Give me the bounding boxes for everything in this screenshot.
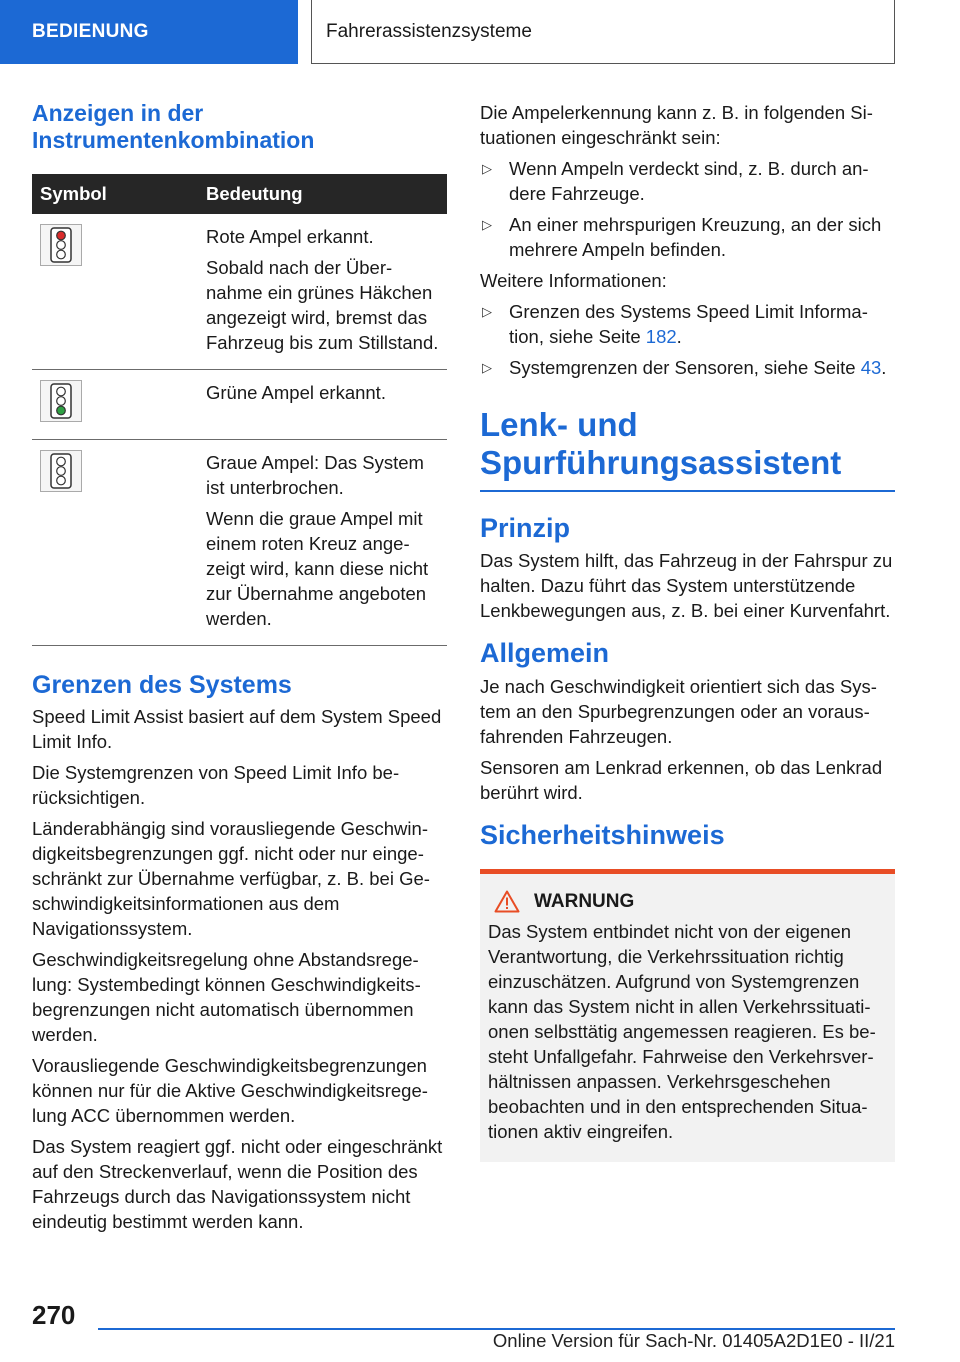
weitere-info-label: Weitere Informationen: [480, 270, 667, 291]
list-item: ▷ Wenn Ampeln verdeckt sind, z. B. durch andere Fahrzeuge. [482, 158, 869, 204]
warning-label: WARNUNG [534, 890, 635, 912]
col-symbol-header: Symbol [32, 174, 198, 214]
header-chapter [311, 0, 895, 64]
table-row [32, 214, 447, 370]
allgemein-paragraph: Sensoren am Lenkrad erkennen, ob das Lenkrad berührt wird. [480, 756, 883, 803]
allgemein-paragraph: Je nach Geschwindigkeit orientiert sich das System an den Spurbegrenzungen oder an vorausfahrenden Fahrzeugen. [480, 675, 877, 747]
grenzen-heading: Grenzen des Systems [32, 671, 292, 700]
paragraph: Länderabhängig sind vorausliegende Geschwindigkeitsbegrenzungen ggf. nicht oder nur eingeschränkt zur Übernahme verfügbar, z. B. bei Geschwindigkeitsinformationen aus dem Navigationssystem. [32, 818, 430, 940]
meaning-text: Grüne Ampel erkannt. [206, 382, 386, 404]
list-item: ▷ Grenzen des Systems Speed Limit Information, siehe Seite 182. [482, 301, 868, 347]
paragraph: Das System reagiert ggf. nicht oder eingeschränkt auf den Streckenverlauf, wenn die Position des Fahrzeugs durch das Navigationssystem nicht eindeutig bestimmt werden kann. [32, 1136, 443, 1233]
sicherheit-heading: Sicherheitshinweis [480, 819, 725, 850]
meaning-cell [198, 440, 447, 646]
footer-online-version: Online Version für Sach-Nr. 01405A2D1E0 - II/21 [492, 1330, 895, 1351]
warning-triangle-icon [494, 890, 520, 913]
traffic-light-green-icon [40, 380, 82, 422]
list-item: ▷ An einer mehrspurigen Kreuzung, an der sich mehrere Ampeln befinden. [482, 214, 882, 260]
bullet-triangle-icon: ▷ [482, 217, 492, 232]
table-row [32, 440, 447, 646]
prinzip-heading: Prinzip [480, 512, 571, 543]
traffic-light-red-icon [40, 224, 82, 266]
symbol-cell [32, 370, 198, 440]
info-bullet-list [480, 299, 895, 380]
table-header-row [32, 174, 447, 214]
symbol-cell [32, 440, 198, 646]
meaning-text: Wenn die graue Ampel mit einem roten Kreuz angezeigt wird, kann diese nicht zur Übernahme angeboten werden. [206, 508, 429, 630]
warning-header [494, 890, 887, 913]
meaning-cell [198, 214, 447, 370]
chapter-title: Fahrerassistenzsysteme [326, 20, 532, 42]
page-number: 270 [32, 1300, 76, 1330]
header-section [0, 0, 298, 64]
traffic-light-gray-icon [40, 450, 82, 492]
meaning-text: Rote Ampel erkannt. [206, 226, 374, 248]
allgemein-heading: Allgemein [480, 638, 610, 669]
list-item: ▷ Systemgrenzen der Sensoren, siehe Seite 43. [482, 357, 887, 378]
ampel-intro: Die Ampelerkennung kann z. B. in folgenden Situationen eingeschränkt sein: [480, 102, 873, 148]
meaning-cell [198, 370, 447, 440]
prinzip-text: Das System hilft, das Fahrzeug in der Fahrspur zu halten. Dazu führt das System unterstützende Lenkbewegungen aus, z. B. bei einer Kurvenfahrt. [480, 550, 893, 622]
warning-text: Das System entbindet nicht von der eigenen Verantwortung, die Verkehrssituation richtig einzuschätzen. Aufgrund von Systemgrenzen kann das System nicht in allen Verkehrssituationen selbsttätig angemessen reagieren. Es besteht Unfallgefahr. Fahrweise den Verkehrsverhältnissen anpassen. Verkehrsgeschehen beobachten und in den entsprechenden Situationen aktiv eingreifen. [488, 921, 876, 1143]
main-section-heading: Lenk- und Spurführungsassistent [480, 406, 895, 492]
bullet-triangle-icon: ▷ [482, 161, 492, 176]
anzeigen-heading: Anzeigen in der Instrumentenkombination [32, 100, 315, 154]
warning-box [480, 869, 895, 1162]
paragraph: Speed Limit Assist basiert auf dem System Speed Limit Info. [32, 706, 442, 753]
bullet-triangle-icon: ▷ [482, 304, 492, 319]
ampel-bullet-list [480, 156, 895, 262]
page-link-182[interactable]: 182 [645, 326, 677, 347]
symbol-cell [32, 214, 198, 370]
table-row [32, 370, 447, 440]
paragraph: Vorausliegende Geschwindigkeitsbegrenzungen können nur für die Aktive Geschwindigkeitsregelung ACC übernommen werden. [32, 1055, 428, 1127]
section-title: BEDIENUNG [32, 21, 149, 42]
page-link-43[interactable]: 43 [860, 357, 882, 378]
bullet-triangle-icon: ▷ [482, 360, 492, 375]
meaning-text: Sobald nach der Übernahme ein grünes Häkchen angezeigt wird, bremst das Fahrzeug bis zum Stillstand. [206, 257, 439, 354]
paragraph: Die Systemgrenzen von Speed Limit Info berücksichtigen. [32, 762, 400, 809]
meaning-text: Graue Ampel: Das System ist unterbrochen. [206, 452, 424, 499]
col-bedeutung-header: Bedeutung [198, 174, 447, 214]
right-column [480, 100, 895, 1162]
symbol-table [32, 174, 447, 646]
left-column [32, 100, 447, 1240]
paragraph: Geschwindigkeitsregelung ohne Abstandsregelung: Systembedingt können Geschwindigkeitsbegrenzungen nicht automatisch übernommen werden. [32, 949, 421, 1046]
